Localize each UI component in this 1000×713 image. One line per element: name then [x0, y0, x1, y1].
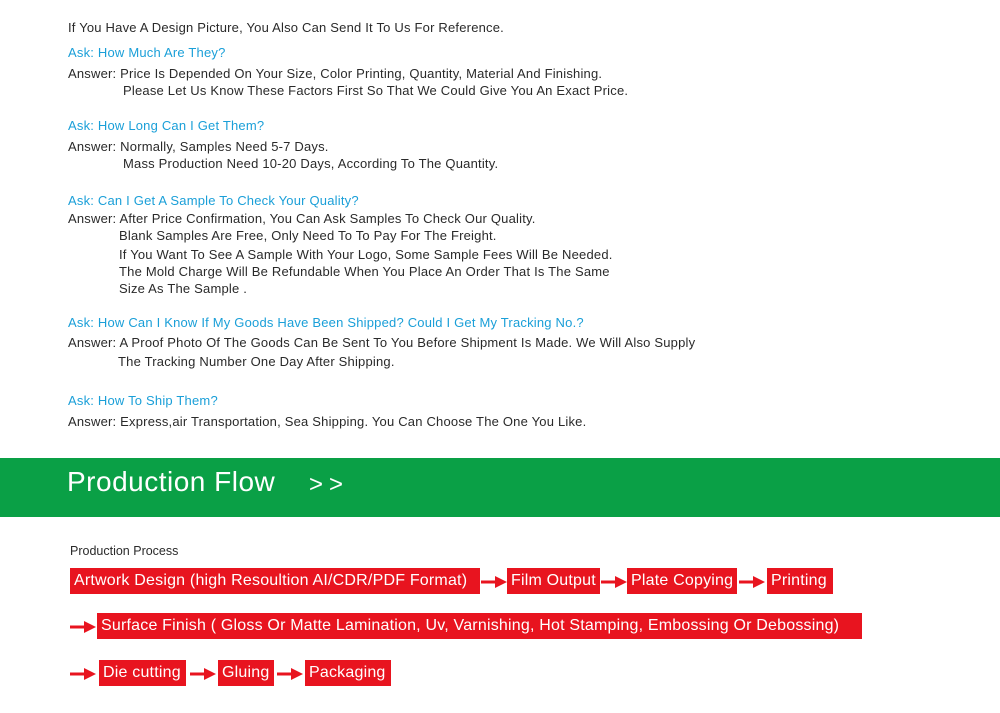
process-title: Production Process: [70, 544, 179, 558]
faq-answer-line: Size As The Sample .: [119, 281, 248, 296]
arrow-right-icon: [70, 620, 96, 634]
faq-answer-line: Answer: Normally, Samples Need 5-7 Days.: [68, 139, 329, 154]
arrow-right-icon: [601, 575, 627, 589]
arrow-right-icon: [70, 667, 96, 681]
faq-answer-line: Answer: Price Is Depended On Your Size, Color Printing, Quantity, Material And Finishing.: [68, 66, 603, 81]
faq-answer-line: Answer: Express,air Transportation, Sea Shipping. You Can Choose The One You Like.: [68, 414, 587, 429]
faq-answer-line: If You Want To See A Sample With Your Logo, Some Sample Fees Will Be Needed.: [119, 247, 613, 262]
banner-arrows: >>: [309, 471, 350, 498]
step-film-output: Film Output: [507, 568, 600, 594]
step-plate-copying: Plate Copying: [627, 568, 737, 594]
arrow-right-icon: [190, 667, 216, 681]
step-gluing: Gluing: [218, 660, 274, 686]
faq-answer-line: Please Let Us Know These Factors First So That We Could Give You An Exact Price.: [123, 83, 629, 98]
production-flow-banner: [0, 458, 1000, 517]
faq-answer-line: Answer: A Proof Photo Of The Goods Can Be Sent To You Before Shipment Is Made. We Will Also Supply: [68, 335, 696, 350]
faq-question: Ask: How Much Are They?: [68, 45, 226, 60]
faq-question: Ask: How To Ship Them?: [68, 393, 218, 408]
step-artwork-design: Artwork Design (high Resoultion AI/CDR/PDF Format): [70, 568, 480, 594]
faq-answer-line: The Mold Charge Will Be Refundable When You Place An Order That Is The Same: [119, 264, 610, 279]
faq-answer-line: Blank Samples Are Free, Only Need To To Pay For The Freight.: [119, 228, 497, 243]
faq-question: Ask: How Long Can I Get Them?: [68, 118, 265, 133]
faq-answer-line: Answer: After Price Confirmation, You Can Ask Samples To Check Our Quality.: [68, 211, 536, 226]
faq-answer-line: Mass Production Need 10-20 Days, According To The Quantity.: [123, 156, 499, 171]
banner-title: Production Flow: [67, 466, 276, 497]
faq-answer-line: The Tracking Number One Day After Shipping.: [118, 354, 395, 369]
step-surface-finish: Surface Finish ( Gloss Or Matte Lamination, Uv, Varnishing, Hot Stamping, Embossing Or Debossing): [97, 613, 862, 639]
arrow-right-icon: [481, 575, 507, 589]
step-printing: Printing: [767, 568, 833, 594]
arrow-right-icon: [277, 667, 303, 681]
step-packaging: Packaging: [305, 660, 391, 686]
faq-question: Ask: How Can I Know If My Goods Have Been Shipped? Could I Get My Tracking No.?: [68, 315, 584, 330]
step-die-cutting: Die cutting: [99, 660, 186, 686]
faq-question: Ask: Can I Get A Sample To Check Your Quality?: [68, 193, 359, 208]
intro-text: If You Have A Design Picture, You Also Can Send It To Us For Reference.: [68, 20, 504, 35]
arrow-right-icon: [739, 575, 765, 589]
